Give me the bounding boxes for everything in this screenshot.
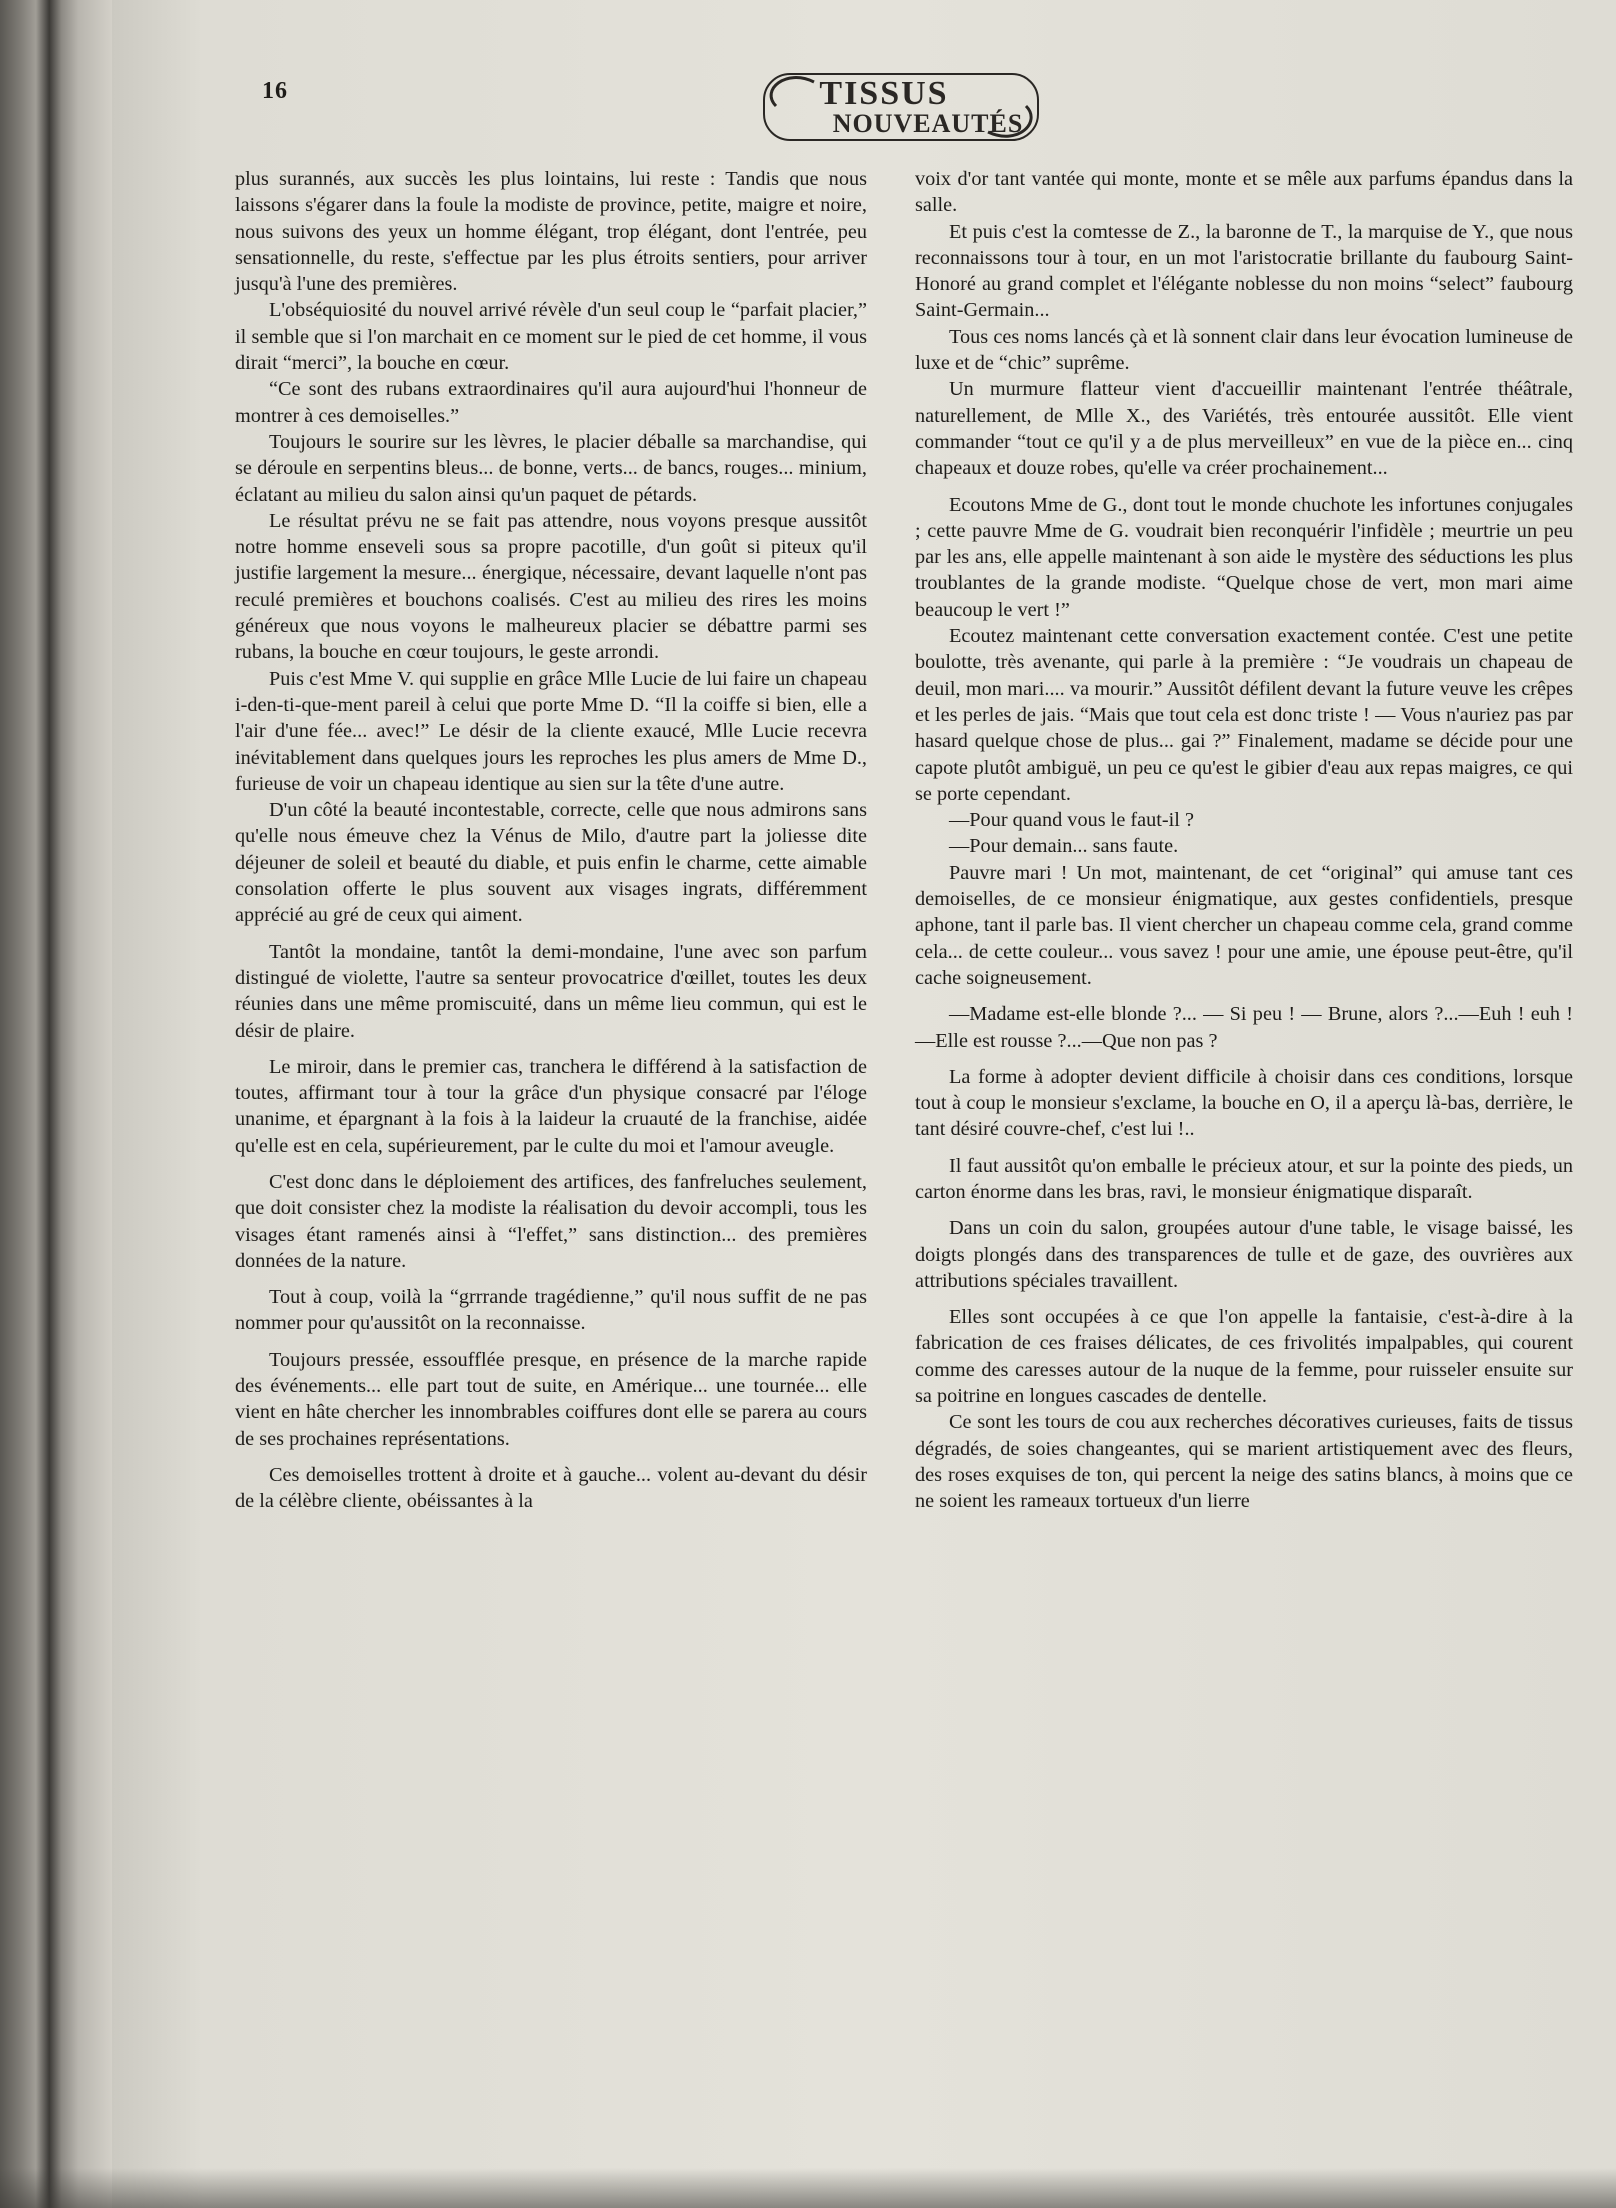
page-number: 16: [262, 78, 288, 104]
paragraph: Le miroir, dans le premier cas, tranchera le différend à la satisfaction de toutes, affirmant tour à tour la grâce d'un physique consacré par l'éloge unanime, et épargnant à la fois à la laideur la cruauté de la franchise, aidée qu'elle est en cela, supérieurement, par le culte du moi et l'amour aveugle.: [235, 1055, 867, 1157]
logo-text-top: TISSUS: [819, 75, 949, 112]
paragraph: Le résultat prévu ne se fait pas attendre, nous voyons presque aussitôt notre homme enseveli sous sa propre pacotille, d'un goût si piteux qu'il justifie largement la mesure... énergique, nécessaire, devant laquelle n'ont pas reculé premières et bouchons coalisés. C'est au milieu des rires les moins généreux que nous voyons le malheureux placier se débattre parmi ses rubans, la bouche en cœur toujours, le geste arrondi.: [235, 509, 867, 664]
paragraph: Ces demoiselles trottent à droite et à gauche... volent au-devant du désir de la célèbre cliente, obéissantes à la: [235, 1463, 867, 1513]
masthead-logo: [756, 60, 1046, 150]
paragraph: Un murmure flatteur vient d'accueillir maintenant l'entrée théâtrale, naturellement, de Mlle X., des Variétés, très entourée aussitôt. Elle vient commander “tout ce qu'il y a de plus merveilleux” en vue de la pièce en... cinq chapeaux et douze robes, qu'elle va créer prochainement...: [915, 378, 1573, 480]
paragraph: Dans un coin du salon, groupées autour d'une table, le visage baissé, les doigts plongés dans des transparences de tulle et de gaze, des ouvrières aux attributions spéciales travaillent.: [915, 1217, 1573, 1292]
paragraph: L'obséquiosité du nouvel arrivé révèle d'un seul coup le “parfait placier,” il semble que si l'on marchait en ce moment sur le pied de cet homme, il vous dirait “merci”, la bouche en cœur.: [235, 299, 867, 375]
paragraph: Ce sont les tours de cou aux recherches décoratives curieuses, faits de tissus dégradés, de soies changeantes, qui se marient artistiquement avec des fleurs, des roses exquises de ton, qui percent la neige des satins blancs, à moins que ce ne soient les rameaux tortueux d'un lierre: [915, 1411, 1573, 1513]
logo-text-bottom: NOUVEAUTÉS: [832, 109, 1024, 138]
paragraph: —Madame est-elle blonde ?... — Si peu ! — Brune, alors ?...—Euh ! euh !—Elle est rousse ?...—Que non pas ?: [915, 1003, 1573, 1052]
paragraph: Toujours pressée, essoufflée presque, en présence de la marche rapide des événements... elle part tout de suite, en Amérique... une tournée... elle vient en hâte chercher les innombrables coiffures dont elle se parera au cours de ses prochaines représentations.: [235, 1348, 867, 1450]
paragraph: Elles sont occupées à ce que l'on appelle la fantaisie, c'est-à-dire à la fabrication de ces fraises délicates, de ces frivolités impalpables, qui courent comme des caresses autour de la nuque de la femme, pour ruisseler ensuite sur sa poitrine en longues cascades de dentelle.: [915, 1306, 1573, 1408]
paragraph: C'est donc dans le déploiement des artifices, des fanfreluches seulement, que doit consister chez la modiste la réalisation du devoir accompli, tous les visages étant ramenés ainsi à “l'effet,” sans distinction... des premières données de la nature.: [235, 1170, 867, 1272]
paragraph: Tout à coup, voilà la “grrrande tragédienne,” qu'il nous suffit de ne pas nommer pour qu'aussitôt on la reconnaisse.: [235, 1286, 867, 1335]
paragraph: Tantôt la mondaine, tantôt la demi-mondaine, l'une avec son parfum distingué de violette, l'autre sa senteur provocatrice d'œillet, toutes les deux réunies dans une même promiscuité, dans un même lieu commun, qui est le désir de plaire.: [235, 940, 867, 1042]
paragraph: D'un côté la beauté incontestable, correcte, celle que nous admirons sans qu'elle nous émeuve chez la Vénus de Milo, d'autre part la joliesse dite déjeuner de soleil et beauté du diable, et puis enfin le charme, cette aimable consolation offerte le plus souvent aux visages ingrats, différemment apprécié au gré de ceux qui aiment.: [235, 799, 867, 927]
paragraph: Tous ces noms lancés çà et là sonnent clair dans leur évocation lumineuse de luxe et de “chic” suprême.: [915, 325, 1573, 375]
paragraph: Puis c'est Mme V. qui supplie en grâce Mlle Lucie de lui faire un chapeau i-den-ti-que-ment pareil à celui que porte Mme D. “Il la coiffe si bien, elle a l'air d'une fée... avec!” Le désir de la cliente exaucé, Mlle Lucie recevra inévitablement dans quelques jours les reproches les plus amers de Mme D., furieuse de voir un chapeau identique au sien sur la tête d'une autre.: [235, 667, 867, 795]
paragraph: “Ce sont des rubans extraordinaires qu'il aura aujourd'hui l'honneur de montrer à ces demoiselles.”: [235, 378, 867, 427]
paragraph: La forme à adopter devient difficile à choisir dans ces conditions, lorsque tout à coup le monsieur s'exclame, la bouche en O, il a aperçu là-bas, derrière, le tant désiré couvre-chef, c'est lui !..: [915, 1065, 1573, 1141]
paragraph: plus surannés, aux succès les plus lointains, lui reste : Tandis que nous laissons s'égarer dans la foule la modiste de province, petite, maigre et noire, nous suivons des yeux un homme élégant, trop élégant, dont l'entrée, peu sensationnelle, du reste, s'effectue par les plus étroits sentiers, pour arriver jusqu'à l'une des premières.: [235, 168, 867, 296]
paragraph: Il faut aussitôt qu'on emballe le précieux atour, et sur la pointe des pieds, un carton énorme dans les bras, ravi, le monsieur énigmatique disparaît.: [915, 1154, 1573, 1203]
paragraph: Ecoutez maintenant cette conversation exactement contée. C'est une petite boulotte, très avenante, qui parle à la première : “Je voudrais un chapeau de deuil, mon mari.... va mourir.” Aussitôt défilent devant la future veuve les crêpes et les perles de jais. “Mais que tout cela est donc triste ! — Vous n'auriez pas par hasard quelque chose de plus... gai ?” Finalement, madame se décide pour une capote plutôt ambiguë, un peu ce qu'est le gibier d'eau aux repas maigres, ce qui se porte cependant.: [915, 625, 1573, 805]
bottom-shadow: [0, 2168, 1616, 2208]
paragraph: Ecoutons Mme de G., dont tout le monde chuchote les infortunes conjugales ; cette pauvre Mme de G. voudrait bien reconquérir l'infidèle ; meurtrie un peu par les ans, elle appelle maintenant à son aide le mystère des séductions les plus troublantes de la grande modiste. “Quelque chose de vert, mon mari aime beaucoup le vert !”: [915, 493, 1573, 621]
paragraph: voix d'or tant vantée qui monte, monte et se mêle aux parfums épandus dans la salle.: [915, 168, 1573, 217]
right-column: [915, 166, 1573, 1515]
paragraph: Et puis c'est la comtesse de Z., la baronne de T., la marquise de Y., que nous reconnaissons tour à tour, en un mot l'aristocratie brillante du faubourg Saint-Honoré au grand complet et l'élégante noblesse du non moins “select” faubourg Saint-Germain...: [915, 220, 1573, 322]
paragraph: Pauvre mari ! Un mot, maintenant, de cet “original” qui amuse tant ces demoiselles, de ce monsieur énigmatique, aux gestes confidentiels, presque aphone, tant il parle bas. Il vient chercher un chapeau comme cela, grand comme cela... de cette couleur... vous savez ! pour une amie, une épouse peut-être, qu'il cache soigneusement.: [915, 861, 1573, 989]
book-spine: [0, 0, 112, 2208]
left-column: [235, 166, 867, 1515]
paragraph: Toujours le sourire sur les lèvres, le placier déballe sa marchandise, qui se déroule en serpentins bleus... de bonne, verts... de bancs, rouges... minium, éclatant au milieu du salon ainsi qu'un paquet de pétards.: [235, 430, 867, 506]
paragraph: —Pour demain... sans faute.: [949, 835, 1179, 858]
paragraph: —Pour quand vous le faut-il ?: [949, 809, 1195, 832]
